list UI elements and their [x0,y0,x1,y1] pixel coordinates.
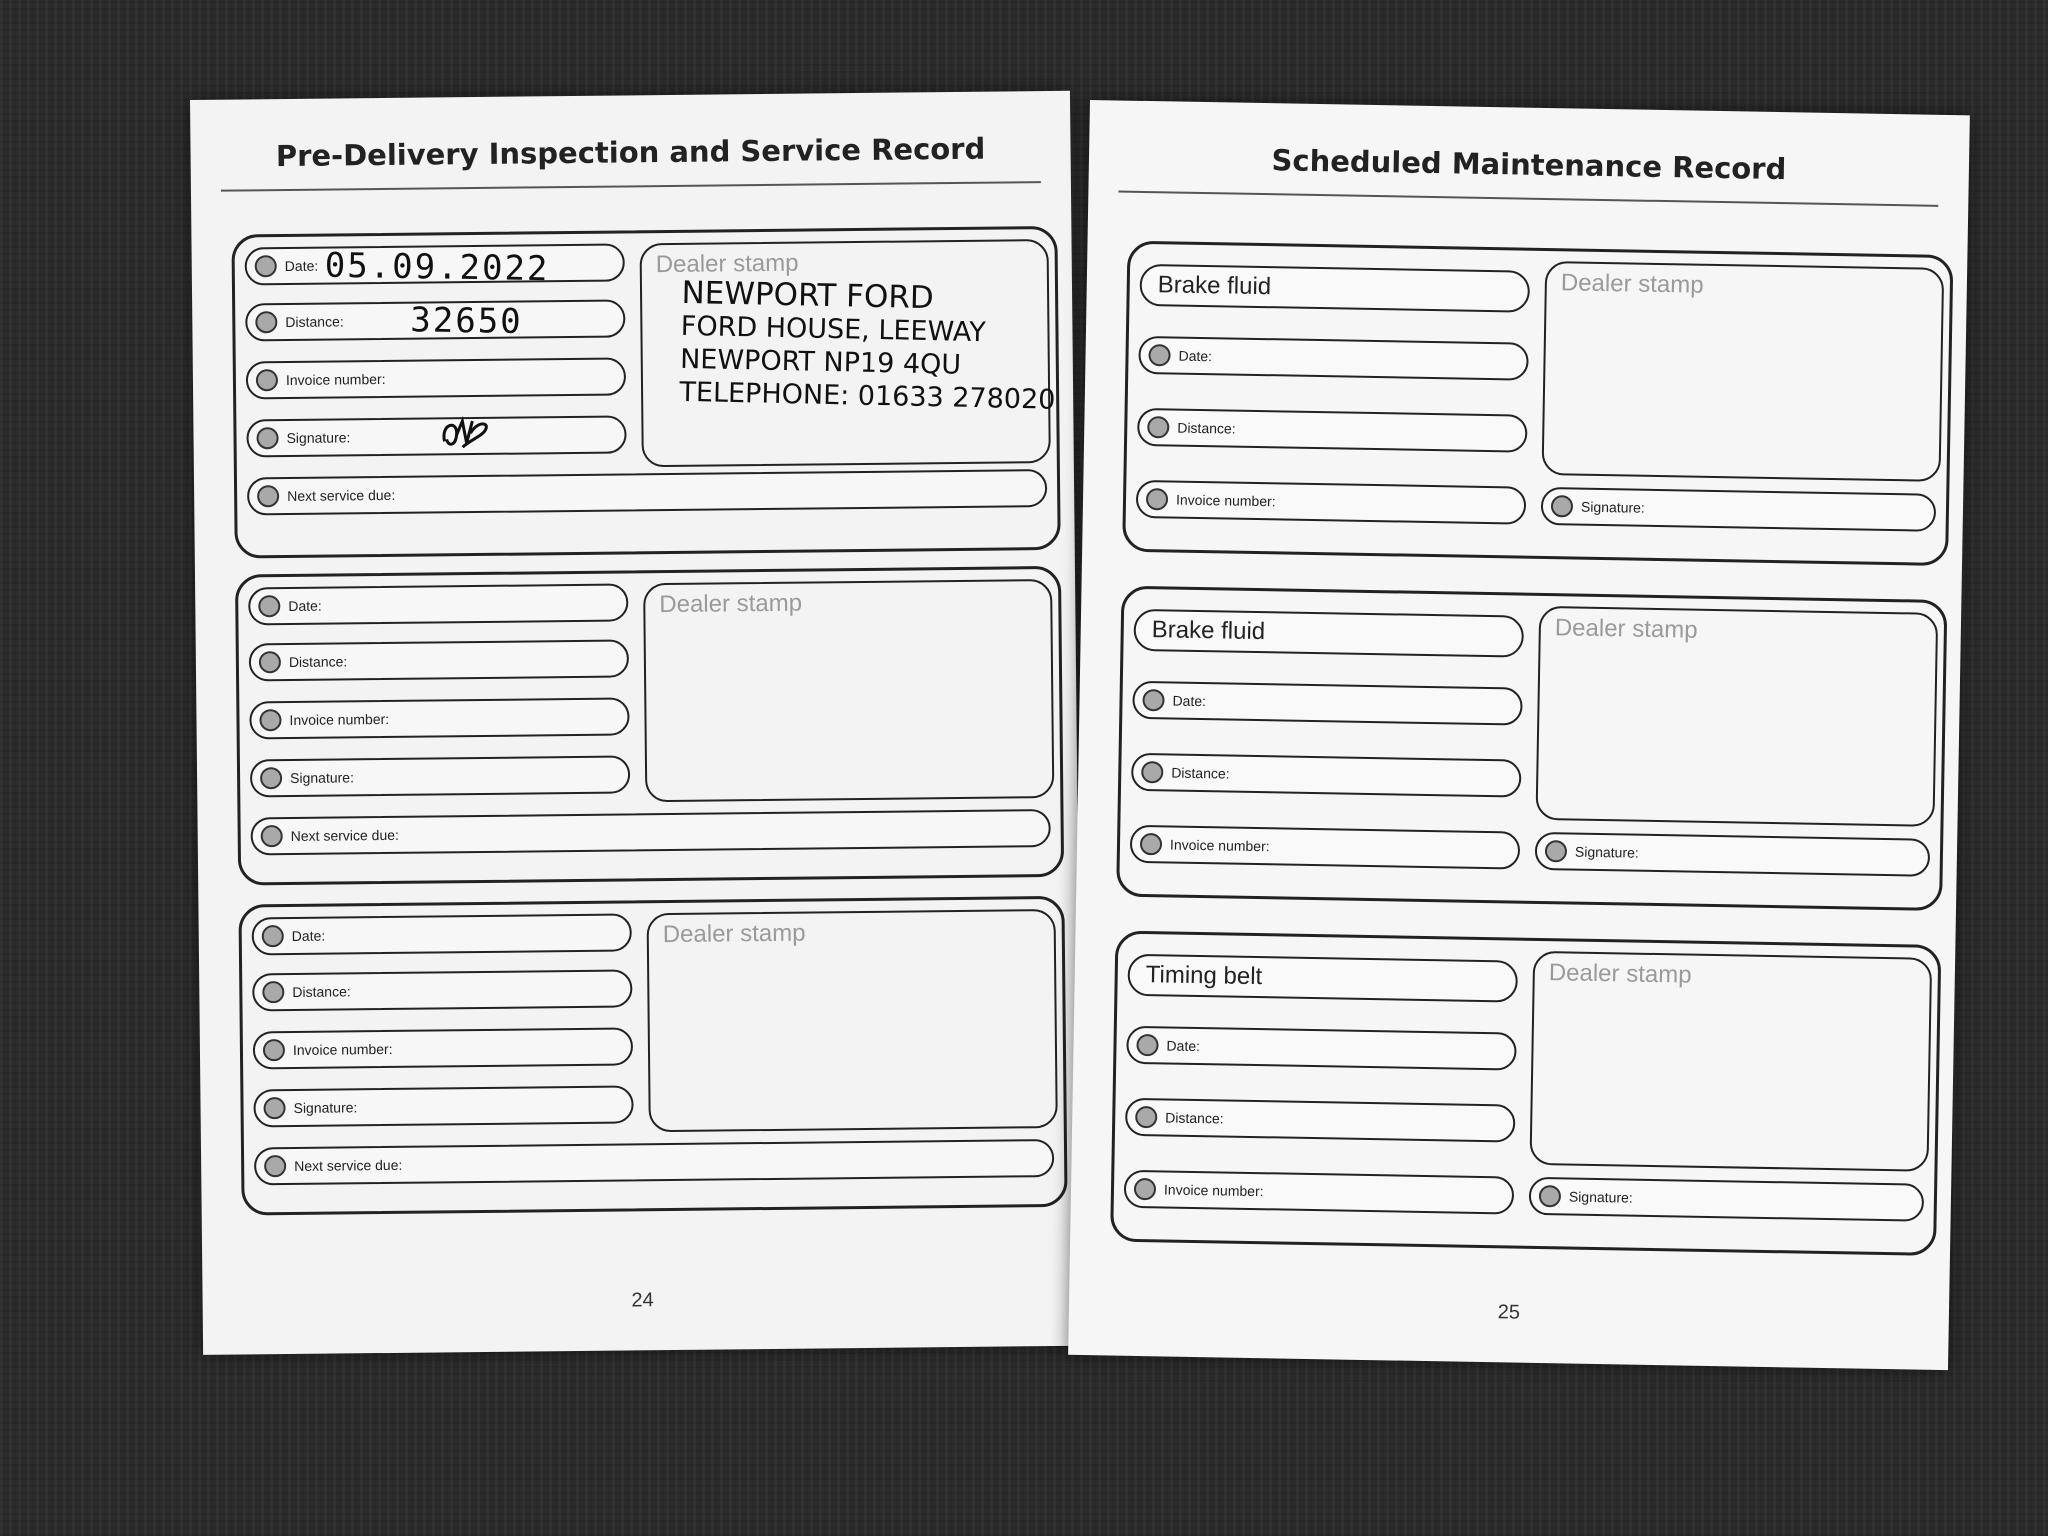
maintenance-item-field [1133,609,1524,658]
invoice-label: Invoice number: [1163,1181,1264,1200]
check-circle-icon [1146,488,1168,510]
check-circle-icon [255,311,277,333]
invoice-label: Invoice number: [1169,836,1270,855]
next-service-field[interactable] [251,809,1051,855]
check-circle-icon [256,369,278,391]
dealer-stamp-label: Dealer stamp [662,919,806,949]
dealer-stamp-box [643,579,1054,802]
stamp-line: NEWPORT FORD [681,274,935,317]
date-label: Date: [291,927,326,944]
next-service-field[interactable] [247,469,1047,515]
left-page [190,91,1083,1355]
check-circle-icon [259,651,281,673]
dealer-stamp-box [640,239,1056,467]
check-circle-icon [1134,1178,1156,1200]
signature-label: Signature: [1568,1188,1633,1206]
date-field[interactable] [1126,1026,1517,1071]
date-field[interactable] [1132,681,1523,726]
date-label: Date: [288,597,322,614]
invoice-field[interactable] [1136,480,1527,525]
date-label: Date: [1172,692,1207,710]
dealer-stamp-box [1529,951,1932,1172]
dealer-stamp-box [647,909,1058,1132]
invoice-field[interactable] [253,1027,633,1069]
distance-field[interactable] [1137,408,1528,453]
maintenance-item-field [1127,954,1518,1003]
check-circle-icon [264,1155,286,1177]
signature-field[interactable] [1529,1177,1925,1222]
date-value: 05.09.2022 [324,245,550,290]
date-field[interactable] [248,583,628,625]
invoice-label: Invoice number: [289,710,390,728]
check-circle-icon [1148,344,1170,366]
check-circle-icon [1539,1185,1561,1207]
check-circle-icon [255,255,277,277]
distance-label: Distance: [1171,764,1230,782]
check-circle-icon [1140,833,1162,855]
check-circle-icon [262,925,284,947]
handwritten-signature [436,413,496,454]
date-label: Date: [284,257,319,275]
check-circle-icon [1135,1106,1157,1128]
signature-field[interactable] [1535,832,1931,877]
page-title: Scheduled Maintenance Record [1271,143,1787,187]
maintenance-item-label: Brake fluid [1157,271,1272,301]
check-circle-icon [260,767,282,789]
distance-field[interactable] [252,969,632,1011]
dealer-stamp-box [1536,606,1939,827]
dealer-stamp-label: Dealer stamp [655,249,799,279]
distance-label: Distance: [288,653,348,670]
dealer-stamp-label: Dealer stamp [1554,614,1698,644]
distance-label: Distance: [285,313,344,331]
service-record-1 [231,226,1060,559]
maintenance-record-3 [1110,931,1941,1256]
maintenance-record-1 [1122,241,1953,566]
stamp-line: NEWPORT NP19 4QU [679,343,962,381]
check-circle-icon [256,427,278,449]
check-circle-icon [257,485,279,507]
page-number: 25 [1497,1301,1521,1324]
invoice-field[interactable] [1130,825,1521,870]
date-label: Date: [1166,1037,1201,1055]
check-circle-icon [263,1097,285,1119]
check-circle-icon [1147,416,1169,438]
next-service-label: Next service due: [290,826,399,844]
maintenance-record-2 [1116,586,1947,911]
dealer-stamp-label: Dealer stamp [1560,269,1704,299]
dealer-stamp-label: Dealer stamp [1548,959,1692,989]
date-field[interactable] [1138,336,1529,381]
check-circle-icon [262,981,284,1003]
signature-field[interactable] [1541,487,1937,532]
service-record-2 [235,566,1064,886]
distance-field[interactable] [249,639,629,681]
signature-field[interactable] [250,755,630,797]
date-label: Date: [1178,347,1213,365]
check-circle-icon [1142,689,1164,711]
maintenance-item-label: Brake fluid [1151,616,1266,646]
dealer-stamp-label: Dealer stamp [659,589,803,619]
distance-label: Distance: [292,983,351,1000]
page-title: Pre-Delivery Inspection and Service Record [275,131,986,174]
check-circle-icon [263,1039,285,1061]
next-service-label: Next service due: [287,486,396,505]
signature-label: Signature: [1574,843,1639,861]
check-circle-icon [1136,1034,1158,1056]
invoice-field[interactable] [1124,1170,1515,1215]
check-circle-icon [259,709,281,731]
distance-field[interactable] [1131,753,1522,798]
next-service-field[interactable] [254,1139,1054,1185]
invoice-field[interactable] [249,697,629,739]
check-circle-icon [1141,761,1163,783]
invoice-field[interactable] [246,357,626,399]
invoice-label: Invoice number: [285,370,386,389]
signature-label: Signature: [286,429,351,447]
invoice-label: Invoice number: [292,1040,393,1058]
date-field[interactable] [252,913,632,955]
check-circle-icon [1551,495,1573,517]
signature-label: Signature: [1580,498,1645,516]
page-number: 24 [631,1289,654,1312]
dealer-stamp-box [1542,261,1945,482]
distance-value: 32650 [410,300,523,342]
title-divider [1118,191,1938,207]
signature-field[interactable] [253,1085,633,1127]
dealer-stamp-text [679,274,1058,417]
next-service-label: Next service due: [294,1156,403,1174]
right-page [1068,100,1970,1370]
distance-label: Distance: [1165,1109,1224,1127]
title-divider [221,181,1041,192]
distance-label: Distance: [1177,419,1236,437]
signature-label: Signature: [290,769,355,786]
service-record-3 [238,896,1067,1216]
maintenance-item-field [1139,264,1530,313]
check-circle-icon [258,595,280,617]
check-circle-icon [1545,840,1567,862]
check-circle-icon [261,825,283,847]
maintenance-item-label: Timing belt [1145,961,1263,991]
stamp-line: FORD HOUSE, LEEWAY [680,310,986,349]
invoice-label: Invoice number: [1175,491,1276,510]
stamp-line: TELEPHONE: 01633 278020 [679,376,1056,416]
signature-label: Signature: [293,1099,358,1116]
distance-field[interactable] [1125,1098,1516,1143]
